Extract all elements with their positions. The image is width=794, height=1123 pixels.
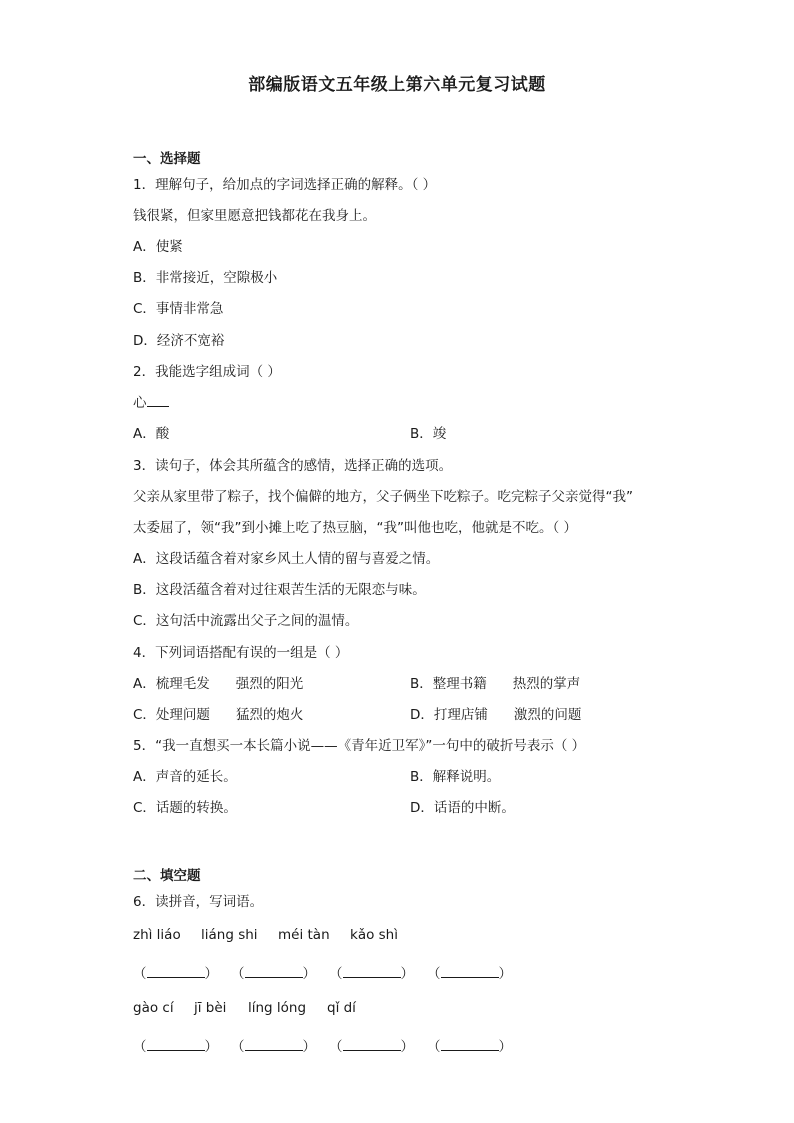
question-2-stem: 2．我能选字组成词（ ） [133,364,281,380]
question-3-option-c: C．这句活中流露出父子之间的温情。 [133,613,359,629]
question-4-option-b [410,672,580,692]
answer-box-2[interactable] [231,962,316,982]
question-5-option-d: D．话语的中断。 [410,800,515,816]
question-6-stem: 6．读拼音，写词语。 [133,894,264,910]
question-4-option-c-word2: 猛烈的炮火 [235,707,304,723]
pinyin-7: líng lóng [248,1000,307,1016]
question-4-option-a [133,672,303,692]
question-5-option-b: B．解释说明。 [410,769,501,785]
question-1-sentence: 钱很紧，但家里愿意把钱都花在我身上。 [133,208,376,224]
question-2-option-a: A．酸 [133,426,170,442]
question-1-option-d: D．经济不宽裕 [133,333,225,349]
paren-open: （ [427,1039,441,1055]
question-4-option-b-word2: 热烈的掌声 [512,676,581,692]
paren-close: ） [302,1039,316,1055]
pinyin-1: zhì liáo [133,927,181,943]
question-4-option-c [133,703,303,723]
answer-box-5[interactable] [133,1035,218,1055]
question-3-passage-line-2: 太委屈了，领“我”到小摊上吃了热豆脑，“我”叫他也吃，他就是不吃。（ ） [133,520,578,536]
answer-box-6[interactable] [231,1035,316,1055]
paren-close: ） [498,1039,512,1055]
pinyin-3: méi tàn [278,927,330,943]
question-5-option-a: A．声音的延长。 [133,769,237,785]
question-2-option-b: B．竣 [410,426,447,442]
answer-box-4[interactable] [427,962,512,982]
page-title: 部编版语文五年级上第六单元复习试题 [248,75,546,95]
paren-open: （ [329,966,343,982]
paren-close: ） [302,966,316,982]
question-1-stem: 1．理解句子，给加点的字词选择正确的解释。（ ） [133,177,437,193]
question-4-option-c-word1: C．处理问题 [133,707,210,723]
question-3-stem: 3．读句子，体会其所蕴含的感情，选择正确的选项。 [133,458,453,474]
question-3-option-a: A．这段话蕴含着对家乡风土人情的留与喜爱之情。 [133,551,440,567]
section-heading-fill: 二、填空题 [133,868,201,884]
answer-box-1[interactable] [133,962,218,982]
question-2-prompt [133,391,169,411]
question-3-option-b: B．这段活蕴含着对过往艰苦生活的无限恋与味。 [133,582,426,598]
paren-open: （ [133,966,147,982]
paren-open: （ [231,1039,245,1055]
question-5-option-c: C．话题的转换。 [133,800,237,816]
paren-open: （ [231,966,245,982]
question-1-option-a: A．使紧 [133,239,183,255]
answer-box-7[interactable] [329,1035,414,1055]
question-4-stem: 4．下列词语搭配有误的一组是（ ） [133,645,349,661]
question-3-passage-line-1: 父亲从家里带了粽子，找个偏僻的地方，父子俩坐下吃粽子。吃完粽子父亲觉得“我” [133,489,633,505]
question-5-stem: 5．“我一直想买一本长篇小说——《青年近卫军》”一句中的破折号表示（ ） [133,738,586,754]
paren-open: （ [329,1039,343,1055]
pinyin-8: qǐ dí [327,1000,356,1016]
paren-open: （ [133,1039,147,1055]
question-2-blank[interactable] [147,394,169,407]
question-2-prompt-char: 心 [133,395,147,411]
question-4-option-a-word1: A．梳理毛发 [133,676,210,692]
question-4-option-d [410,703,581,723]
paren-close: ） [204,1039,218,1055]
section-heading-choice: 一、选择题 [133,151,201,167]
pinyin-6: jī bèi [194,1000,227,1016]
paren-close: ） [400,966,414,982]
answer-box-8[interactable] [427,1035,512,1055]
question-4-option-d-word2: 激烈的问题 [513,707,582,723]
paren-open: （ [427,966,441,982]
paren-close: ） [400,1039,414,1055]
answer-box-3[interactable] [329,962,414,982]
paren-close: ） [498,966,512,982]
pinyin-2: liáng shi [201,927,258,943]
question-1-option-c: C．事情非常急 [133,301,224,317]
pinyin-5: gào cí [133,1000,174,1016]
paren-close: ） [204,966,218,982]
question-4-option-a-word2: 强烈的阳光 [235,676,304,692]
question-4-option-b-word1: B．整理书籍 [410,676,487,692]
pinyin-4: kǎo shì [350,927,398,943]
question-1-option-b: B．非常接近，空隙极小 [133,270,278,286]
question-4-option-d-word1: D．打理店铺 [410,707,488,723]
